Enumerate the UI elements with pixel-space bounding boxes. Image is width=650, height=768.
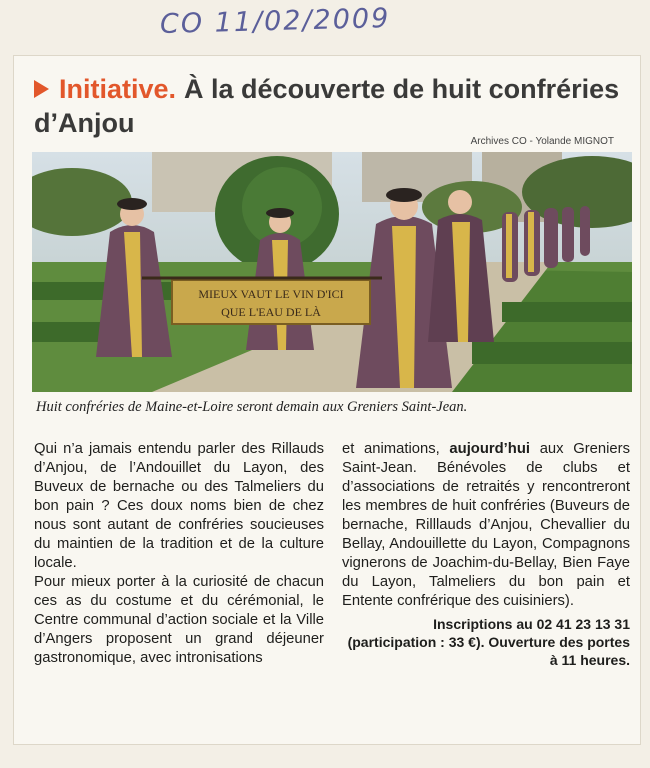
headline-title: À la découverte de huit confréries d’Anjou — [34, 74, 620, 138]
handwritten-date-stamp: CO 11/02/2009 — [159, 2, 391, 41]
newspaper-clipping — [14, 56, 640, 744]
paragraph-3-rest: aux Greniers Saint-Jean. Bénévoles de clubs et d’associations de retraités y rencontreront les membres de huit confréries (Buveurs de bernache, Rilllauds d’Anjou, Chevallier du Bellay, Andouillette du Layon, Compagnons vignerons de Joachim-du-Bellay, Bien Faye du Layon, Talmeliers du bon pain et Entente confrérique des cuisiniers). — [342, 441, 630, 609]
article-column-2 — [342, 440, 630, 669]
paragraph-3-date: aujourd’hui — [449, 441, 530, 457]
banner-line-2: QUE L'EAU DE LÀ — [221, 305, 321, 319]
inscriptions-info: Inscriptions au 02 41 23 13 31 (participation : 33 €). Ouverture des portes à 11 heures. — [347, 616, 630, 668]
article-column-1 — [34, 440, 324, 668]
photo-caption: Huit confréries de Maine-et-Loire seront demain aux Greniers Saint-Jean. — [36, 399, 468, 415]
headline-kicker: Initiative. — [59, 74, 177, 104]
paragraph-3-lead: et animations, — [342, 441, 440, 457]
paragraph-3 — [342, 440, 630, 611]
photo-credit: Archives CO - Yolande MIGNOT — [470, 136, 614, 147]
article-headline — [34, 72, 634, 140]
article-photo — [32, 152, 632, 392]
confrerie-procession-illustration — [32, 152, 632, 392]
paragraph-2: Pour mieux porter à la curiosité de chacun ces as du costume et du cérémonial, le Centre communal d’action sociale et la Ville d’Angers proposent un grand déjeuner gastronomique, avec intronisations — [34, 574, 324, 666]
banner-line-1: MIEUX VAUT LE VIN D'ICI — [198, 287, 344, 301]
triangle-bullet-icon — [34, 80, 49, 98]
paragraph-1: Qui n’a jamais entendu parler des Rillauds d’Anjou, de l’Andouillet du Layon, des Buveux de bernache ou des Talmeliers du bon pain ? Ces doux noms bien de chez nous sont autant de confréries soucieuses du maintien de la tradition et de la culture locale. — [34, 441, 324, 571]
